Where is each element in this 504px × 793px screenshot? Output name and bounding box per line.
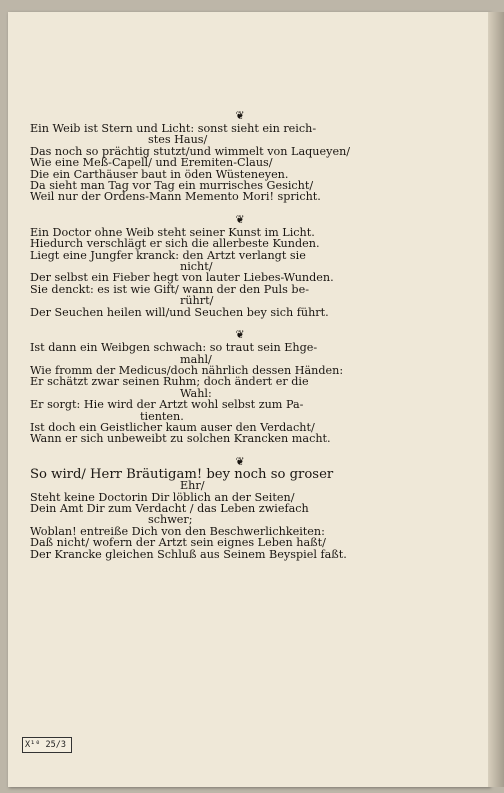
verse-line: Er sorgt: Hie wird der Artzt wohl selbst zum Pa- xyxy=(30,398,304,412)
verse-line: rührt/ xyxy=(180,294,214,308)
verse-line: Wie eine Meß-Capell/ und Eremiten-Claus/ xyxy=(30,156,273,170)
verse-line: Ehr/ xyxy=(180,479,205,493)
verse-line: Daß nicht/ wofern der Artzt sein eignes Leben haßt/ xyxy=(30,536,326,550)
verse-line: Da sieht man Tag vor Tag ein murrisches Gesicht/ xyxy=(30,179,314,193)
verse-line: Sie denckt: es ist wie Gift/ wann der den Puls be- xyxy=(30,282,309,296)
verse-line: Ist dann ein Weibgen schwach: so traut sein Ehge- xyxy=(30,341,318,355)
stanza xyxy=(30,456,470,560)
fleuron-ornament: ❦ xyxy=(235,212,245,226)
verse-line: So wird/ Herr Bräutigam! bey noch so groser xyxy=(30,466,334,482)
verse-line: mahl/ xyxy=(180,352,212,366)
verse-line: Der selbst ein Fieber hegt von lauter Liebes-Wunden. xyxy=(30,271,334,285)
verse-line: Ein Doctor ohne Weib steht seiner Kunst im Licht. xyxy=(30,225,315,239)
verse-line: Ein Weib ist Stern und Licht: sonst sieht ein reich- xyxy=(30,122,317,135)
verse-line: Das noch so prächtig stutzt/und wimmelt von Laqueyen/ xyxy=(30,144,351,158)
poem-text xyxy=(30,110,470,571)
verse-line: Der Krancke gleichen Schluß aus Seinem Beyspiel faßt. xyxy=(30,547,347,561)
verse-line: Die ein Carthäuser baut in öden Wüsteneyen. xyxy=(30,167,289,181)
verse-line: Liegt eine Jungfer kranck: den Artzt verlangt sie xyxy=(30,248,306,262)
verse-line: Dein Amt Dir zum Verdacht / das Leben zwiefach xyxy=(30,501,309,515)
fleuron-ornament: ❦ xyxy=(235,109,245,122)
stanza xyxy=(30,329,470,445)
fleuron-ornament: ❦ xyxy=(235,454,245,468)
verse-line: tienten. xyxy=(140,409,184,423)
verse-line: Hiedurch verschlägt er sich die allerbeste Kunden. xyxy=(30,237,320,251)
verse-line: Woblan! entreiße Dich von den Beschwerlichkeiten: xyxy=(30,524,325,538)
verse-line: Ist doch ein Geistlicher kaum auser den Verdacht/ xyxy=(30,420,315,434)
stanza xyxy=(30,214,470,318)
verse-line: Steht keine Doctorin Dir löblich an der Seiten/ xyxy=(30,490,295,504)
verse-line: Wie fromm der Medicus/doch nährlich dessen Händen: xyxy=(30,363,344,377)
verse-line: Der Seuchen heilen will/und Seuchen bey sich führt. xyxy=(30,305,329,319)
fleuron-ornament: ❦ xyxy=(235,328,245,342)
verse-line: Wahl: xyxy=(180,386,212,400)
library-shelfmark-stamp: X¹⁰ 25/3 xyxy=(22,737,72,753)
page-edge xyxy=(488,12,504,787)
verse-line: Wann er sich unbeweibt zu solchen Krancken macht. xyxy=(30,432,331,446)
stanza xyxy=(30,110,470,203)
verse-line: nicht/ xyxy=(180,260,213,274)
verse-line: Weil nur der Ordens-Mann Memento Mori! spricht. xyxy=(30,190,321,204)
verse-line: Er schätzt zwar seinen Ruhm; doch ändert er die xyxy=(30,375,309,389)
verse-line: schwer; xyxy=(148,513,193,527)
verse-line: stes Haus/ xyxy=(148,133,208,147)
